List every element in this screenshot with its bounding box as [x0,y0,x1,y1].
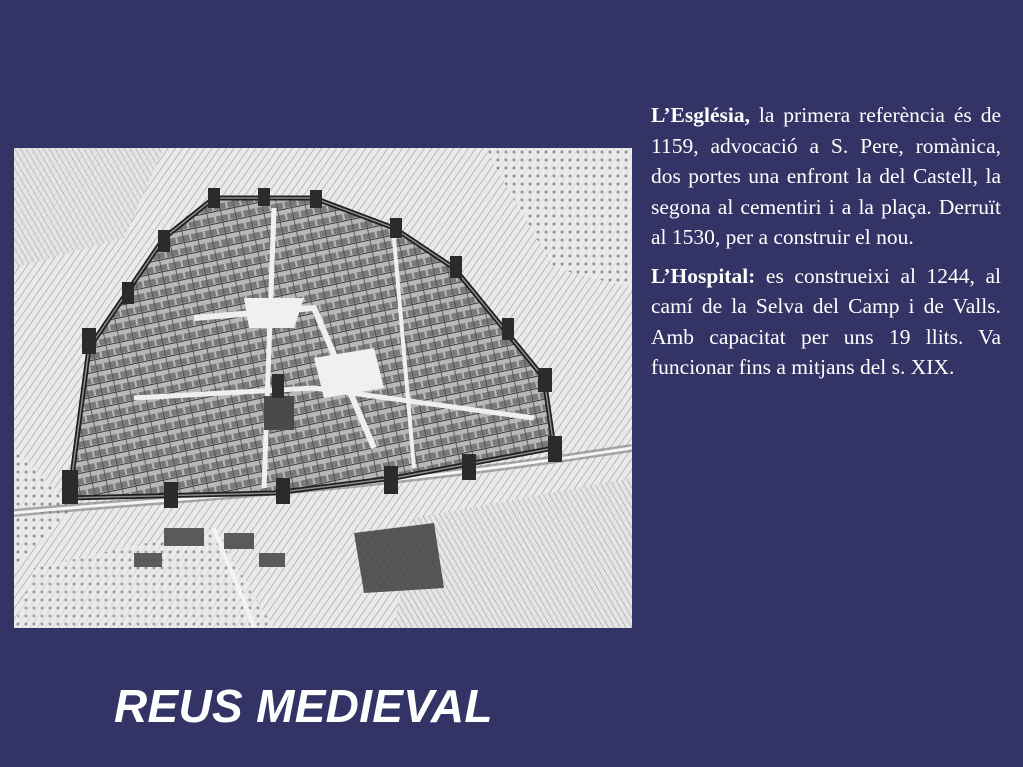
text-block [651,100,1001,391]
paragraph-body-hospital: es construeixi al 1244, al camí de la Selva del Camp i de Valls. Amb capacitat per uns 19 llits. Va funcionar fins a mitjans del s. XIX. [651,263,1001,379]
paragraph-lead-hospital: L’Hospital: [651,263,756,288]
slide-title: REUS MEDIEVAL [114,680,493,732]
paragraph-lead-esglesia: L’Església, [651,103,750,127]
paragraph-esglesia [651,100,1001,253]
engraving-drawing [14,148,632,628]
paragraph-hospital [651,261,1001,383]
paragraph-body-esglesia: la primera referència és de 1159, advocació a S. Pere, romànica, dos portes una enfront la del Castell, la segona al cementiri i a la plaça. Derruït al 1530, per a construir el nou. [651,103,1001,249]
medieval-town-engraving [14,148,632,628]
